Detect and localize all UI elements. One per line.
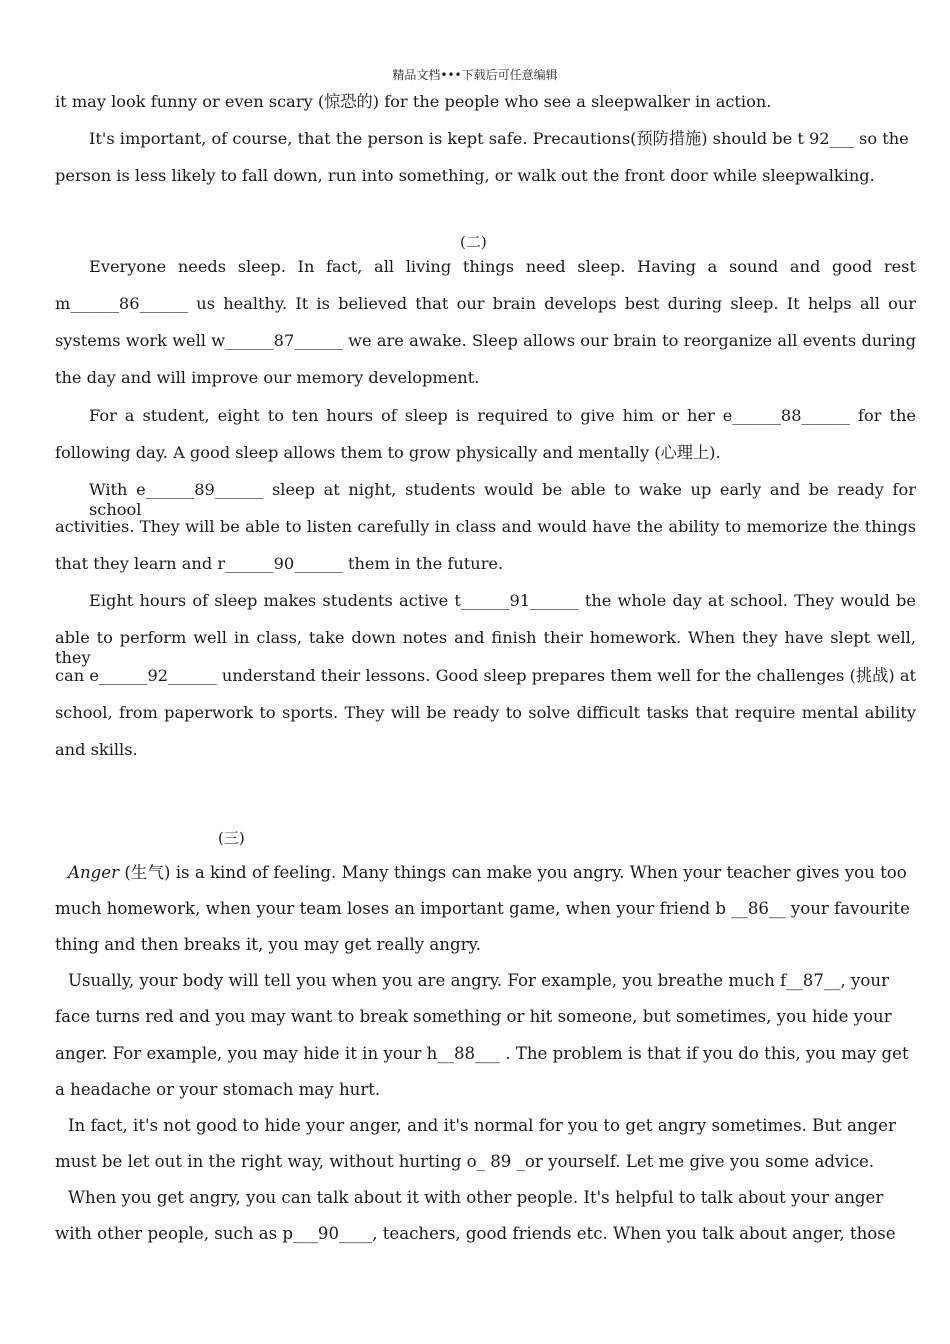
paragraph-line: For a student, eight to ten hours of sleep is required to give him or her e______88______ for the [89,406,916,425]
paragraph-line: m______86______ us healthy. It is believed that our brain develops best during sleep. It helps all our [55,294,916,313]
section-title: (三) [218,829,245,847]
paragraph-line: activities. They will be able to listen carefully in class and would have the ability to memorize the things [55,517,916,536]
paragraph-line-text: (生气) is a kind of feeling. Many things can make you angry. When your teacher gives you too [119,863,907,882]
paragraph-line: and skills. [55,740,138,759]
paragraph-line: that they learn and r______90______ them in the future. [55,554,504,573]
paragraph-line: must be let out in the right way, without hurting o_ 89 _or yourself. Let me give you some advice. [55,1152,875,1171]
section-title: (二) [460,233,487,251]
paragraph-line: It's important, of course, that the person is kept safe. Precautions(预防措施) should be t 92___ so the [89,129,909,148]
paragraph-line: Eight hours of sleep makes students active t______91______ the whole day at school. They would be [89,591,916,610]
paragraph-line: a headache or your stomach may hurt. [55,1080,381,1099]
paragraph-line: following day. A good sleep allows them to grow physically and mentally (心理上). [55,443,721,462]
page-header: 精品文档•••下载后可任意编辑 [392,68,558,82]
paragraph-line: Usually, your body will tell you when you are angry. For example, you breathe much f__87__, your [68,971,890,990]
paragraph-line: school, from paperwork to sports. They will be ready to solve difficult tasks that require mental ability [55,703,916,722]
paragraph-line: With e______89______ sleep at night, students would be able to wake up early and be ready for school [89,480,916,519]
paragraph-line: Everyone needs sleep. In fact, all living things need sleep. Having a sound and good rest [89,257,916,276]
paragraph-line: can e______92______ understand their lessons. Good sleep prepares them well for the challenges (挑战) at [55,666,916,685]
paragraph-line: When you get angry, you can talk about it with other people. It's helpful to talk about your anger [68,1188,884,1207]
paragraph-line: face turns red and you may want to break something or hit someone, but sometimes, you hide your [55,1007,892,1026]
paragraph-line: person is less likely to fall down, run into something, or walk out the front door while sleepwalking. [55,166,875,185]
paragraph-line: it may look funny or even scary (惊恐的) for the people who see a sleepwalker in action. [55,92,772,111]
paragraph-line: In fact, it's not good to hide your anger, and it's normal for you to get angry sometimes. But anger [68,1116,896,1135]
paragraph-line: thing and then breaks it, you may get really angry. [55,935,481,954]
paragraph-line: able to perform well in class, take down notes and finish their homework. When they have slept well, they [55,628,916,667]
paragraph-line: systems work well w______87______ we are awake. Sleep allows our brain to reorganize all events during [55,331,916,350]
paragraph-line: much homework, when your team loses an important game, when your friend b __86__ your favourite [55,899,910,918]
paragraph-line [68,863,907,883]
paragraph-line: the day and will improve our memory development. [55,368,480,387]
anger-word: Anger [68,863,120,882]
paragraph-line: anger. For example, you may hide it in your h__88___ . The problem is that if you do this, you may get [55,1044,909,1063]
paragraph-line: with other people, such as p___90____, teachers, good friends etc. When you talk about anger, those [55,1224,896,1243]
